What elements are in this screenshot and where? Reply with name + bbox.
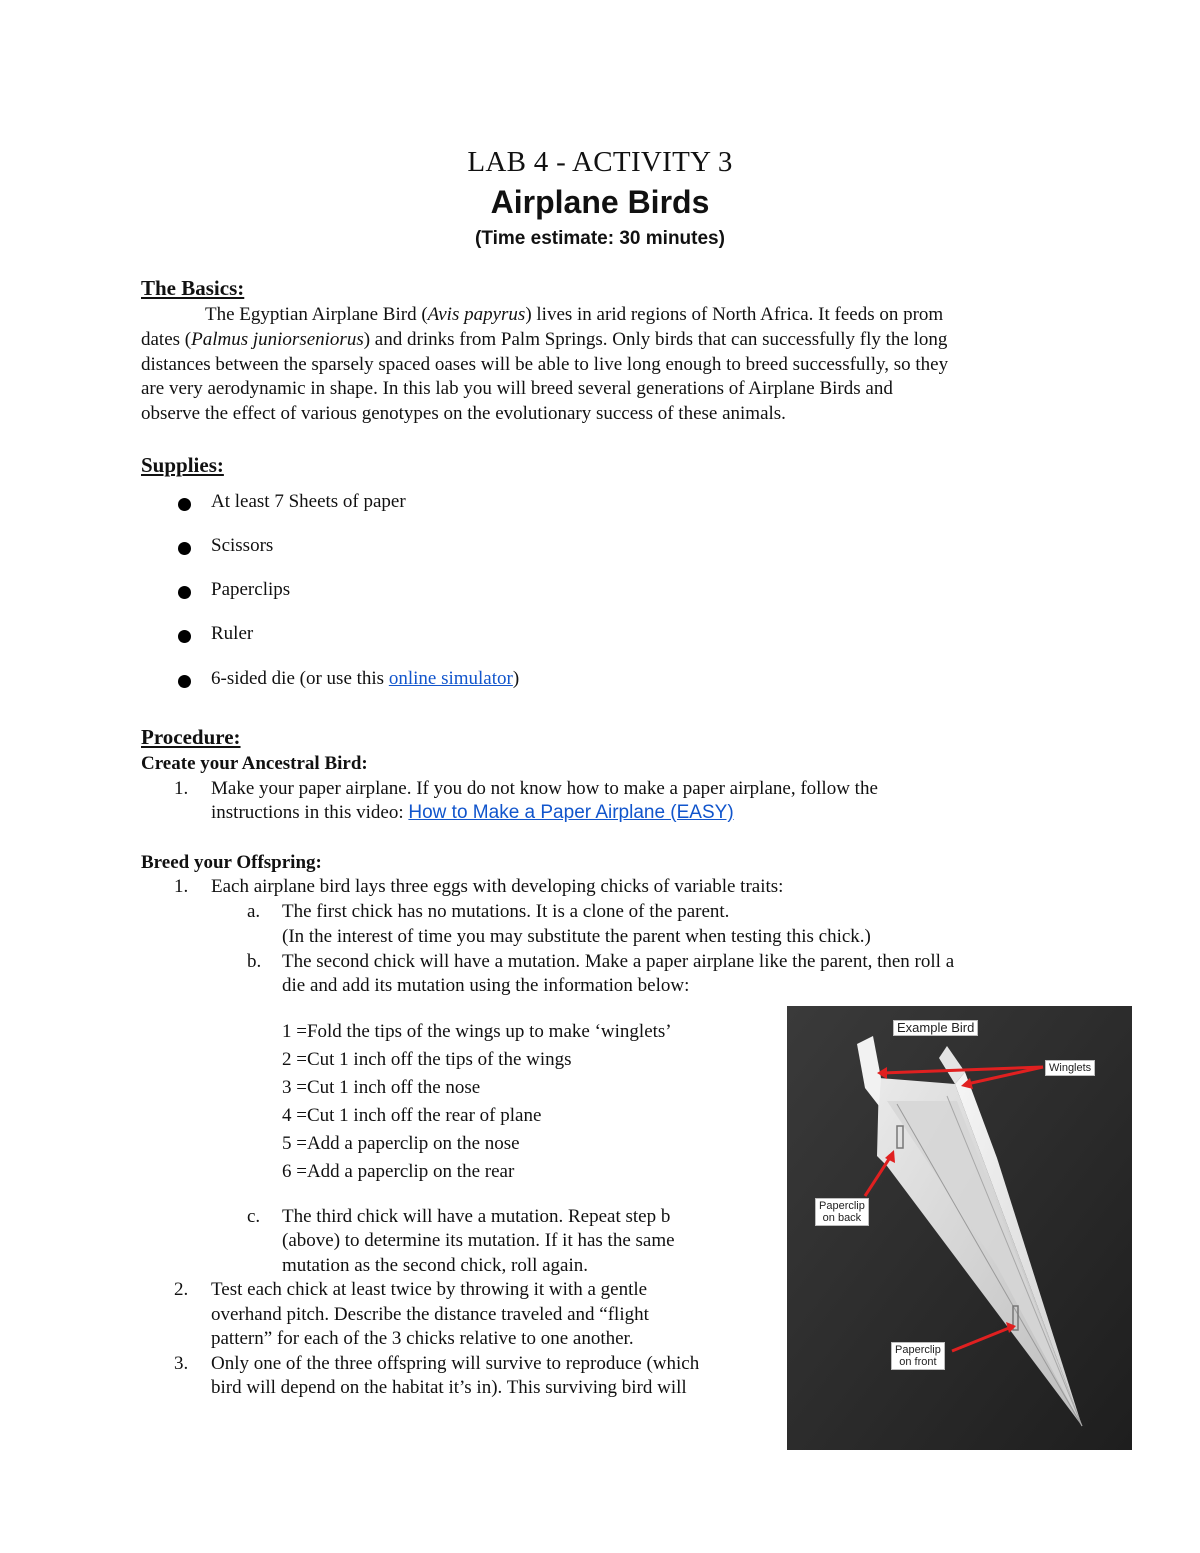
step-number: 3. xyxy=(174,1353,189,1374)
page-title: Airplane Birds xyxy=(490,184,710,220)
bullet-icon xyxy=(178,542,191,555)
paperclip-front-label: Paperclip on front xyxy=(891,1342,945,1370)
bullet-icon xyxy=(178,675,191,688)
example-bird-label: Example Bird xyxy=(893,1020,978,1036)
breed-step-2-line-1: Test each chick at least twice by throwing it with a gentle xyxy=(211,1279,648,1300)
breed-step-3-line-1: Only one of the three offspring will survive to reproduce (which xyxy=(211,1353,700,1374)
substep-c-line-2: (above) to determine its mutation. If it has the same xyxy=(282,1230,675,1251)
supply-item: Ruler xyxy=(211,623,254,644)
basics-line-2: dates (Palmus juniorseniorus) and drinks from Palm Springs. Only birds that can successfully fly the long xyxy=(141,329,948,350)
substep-c-line-3: mutation as the second chick, roll again. xyxy=(282,1255,589,1276)
ancestral-step-line-1: Make your paper airplane. If you do not know how to make a paper airplane, follow the xyxy=(211,778,878,799)
lab-label: LAB 4 - ACTIVITY 3 xyxy=(467,146,733,178)
winglets-label: Winglets xyxy=(1045,1060,1095,1076)
substep-letter: b. xyxy=(247,951,262,972)
breed-step-1: Each airplane bird lays three eggs with developing chicks of variable traits: xyxy=(211,876,784,897)
mutation-item: 4 =Cut 1 inch off the rear of plane xyxy=(282,1105,542,1126)
basics-line-1: The Egyptian Airplane Bird (Avis papyrus) lives in arid regions of North Africa. It feeds on prom xyxy=(205,304,944,325)
basics-line-4: are very aerodynamic in shape. In this lab you will breed several generations of Airplane Birds and xyxy=(141,378,893,399)
substep-c-line-1: The third chick will have a mutation. Repeat step b xyxy=(282,1206,671,1227)
paperclip-back-label: Paperclip on back xyxy=(815,1198,869,1226)
time-estimate: (Time estimate: 30 minutes) xyxy=(475,228,725,249)
supply-item-die: 6-sided die (or use this online simulator) xyxy=(211,668,520,689)
breed-step-2-line-2: overhand pitch. Describe the distance traveled and “flight xyxy=(211,1304,649,1325)
mutation-item: 1 =Fold the tips of the wings up to make ‘winglets’ xyxy=(282,1021,672,1042)
supply-item: Paperclips xyxy=(211,579,291,600)
ancestral-heading: Create your Ancestral Bird: xyxy=(141,753,368,774)
mutation-item: 3 =Cut 1 inch off the nose xyxy=(282,1077,481,1098)
ancestral-step-line-2: instructions in this video: How to Make a Paper Airplane (EASY) xyxy=(211,802,734,823)
breed-heading: Breed your Offspring: xyxy=(141,852,322,873)
substep-a-line-2: (In the interest of time you may substitute the parent when testing this chick.) xyxy=(282,926,871,947)
basics-line-3: distances between the sparsely spaced oases will be able to live long enough to breed successfully, so they xyxy=(141,354,949,375)
procedure-heading: Procedure: xyxy=(141,725,241,749)
substep-letter: c. xyxy=(247,1206,261,1227)
basics-line-5: observe the effect of various genotypes on the evolutionary success of these animals. xyxy=(141,403,786,424)
bullet-icon xyxy=(178,498,191,511)
bullet-icon xyxy=(178,630,191,643)
breed-step-3-line-2: bird will depend on the habitat it’s in). This surviving bird will xyxy=(211,1377,687,1398)
substep-letter: a. xyxy=(247,901,261,922)
basics-heading: The Basics: xyxy=(141,276,245,300)
step-number: 2. xyxy=(174,1279,189,1300)
step-number: 1. xyxy=(174,778,189,799)
mutation-item: 6 =Add a paperclip on the rear xyxy=(282,1161,515,1182)
online-simulator-link[interactable]: online simulator xyxy=(388,668,513,689)
supplies-heading: Supplies: xyxy=(141,453,224,477)
video-link[interactable]: How to Make a Paper Airplane (EASY) xyxy=(408,802,734,823)
substep-a-line-1: The first chick has no mutations. It is a clone of the parent. xyxy=(282,901,730,922)
mutation-item: 5 =Add a paperclip on the nose xyxy=(282,1133,520,1154)
mutation-item: 2 =Cut 1 inch off the tips of the wings xyxy=(282,1049,572,1070)
bullet-icon xyxy=(178,586,191,599)
supply-item: Scissors xyxy=(211,535,274,556)
example-bird-photo xyxy=(787,1006,1132,1450)
breed-step-2-line-3: pattern” for each of the 3 chicks relative to one another. xyxy=(211,1328,634,1349)
substep-b-line-1: The second chick will have a mutation. Make a paper airplane like the parent, then roll a xyxy=(282,951,955,972)
substep-b-line-2: die and add its mutation using the information below: xyxy=(282,975,690,996)
step-number: 1. xyxy=(174,876,189,897)
supply-item: At least 7 Sheets of paper xyxy=(211,491,406,512)
